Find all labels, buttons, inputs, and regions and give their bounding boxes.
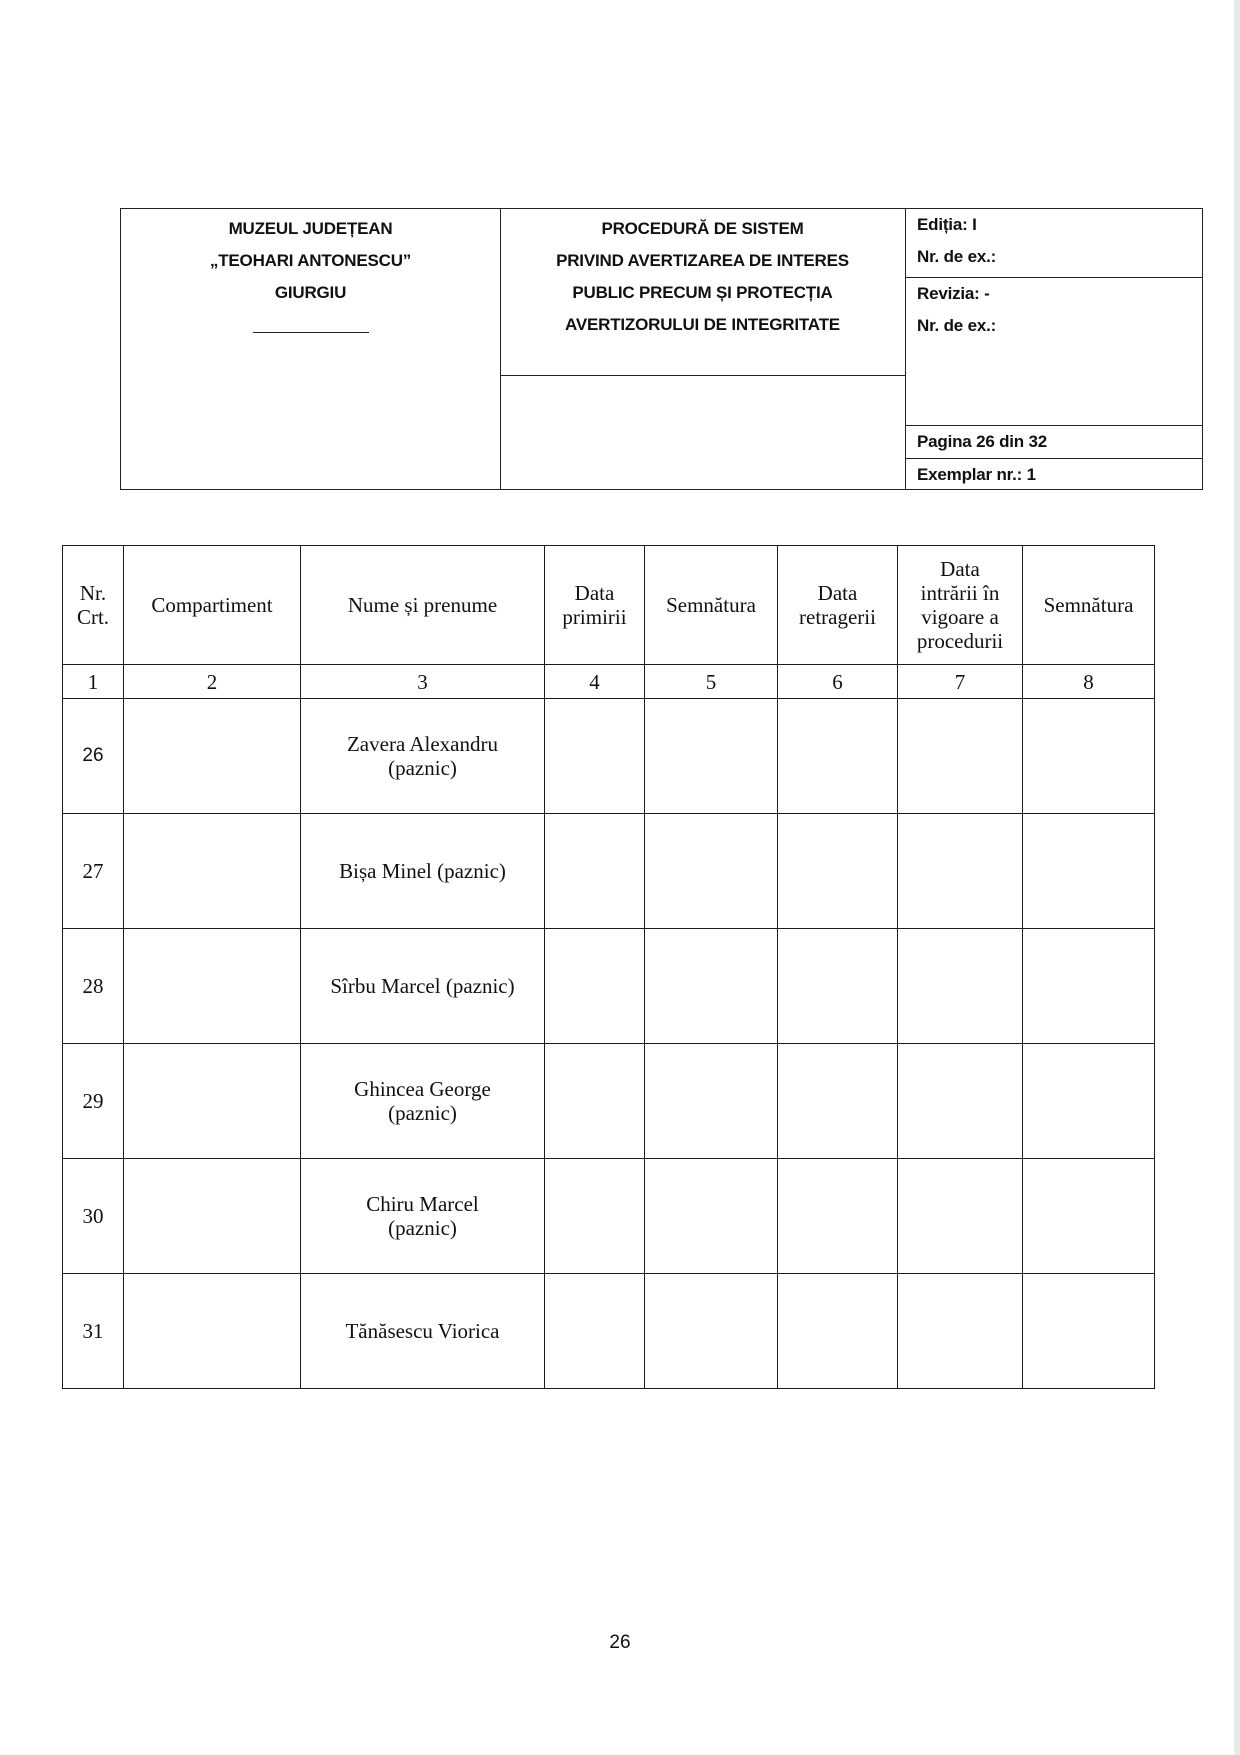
row-number: 28: [63, 929, 124, 1044]
signature-cell[interactable]: [645, 1274, 778, 1389]
signature-cell[interactable]: [1023, 929, 1155, 1044]
column-header: [645, 546, 778, 665]
column-header: [778, 546, 898, 665]
date-received-cell[interactable]: [545, 929, 645, 1044]
procedure-title-line: PRIVIND AVERTIZAREA DE INTERES: [556, 251, 849, 270]
name-line: Tănăsescu Viorica: [345, 1319, 500, 1343]
procedure-title-line: PUBLIC PRECUM ȘI PROTECȚIA: [572, 283, 833, 302]
column-header-line: Data: [574, 581, 615, 605]
column-number: 1: [63, 665, 124, 699]
column-header-line: procedurii: [916, 629, 1004, 653]
document-header: [120, 208, 1203, 490]
name-line: Zavera Alexandru: [346, 732, 498, 756]
column-header-line: Nume și prenume: [347, 593, 498, 617]
name-line: (paznic): [388, 1101, 457, 1125]
name-cell: [301, 814, 545, 929]
column-header: [898, 546, 1023, 665]
signature-cell[interactable]: [645, 1044, 778, 1159]
column-header-line: intrării în: [920, 581, 1000, 605]
institution-cell: [121, 209, 501, 489]
procedure-cell: [500, 209, 906, 489]
page-number: 26: [609, 1632, 631, 1653]
column-number: 5: [645, 665, 778, 699]
column-header-line: retragerii: [799, 605, 876, 629]
row-number: 26: [63, 699, 124, 814]
column-number-row: [63, 665, 1155, 699]
date-withdrawn-cell[interactable]: [778, 699, 898, 814]
column-number: 4: [545, 665, 645, 699]
table-row: [63, 1159, 1155, 1274]
effective-date-cell[interactable]: [898, 1274, 1023, 1389]
signature-cell[interactable]: [1023, 1159, 1155, 1274]
table-row: [63, 1274, 1155, 1389]
column-header-line: primirii: [562, 605, 627, 629]
signature-cell[interactable]: [645, 1159, 778, 1274]
table-row: [63, 1044, 1155, 1159]
signature-cell[interactable]: [1023, 814, 1155, 929]
revision-box: [905, 278, 1202, 426]
column-header: [1023, 546, 1155, 665]
effective-date-cell[interactable]: [898, 699, 1023, 814]
distribution-table: [62, 545, 1155, 1389]
institution-line: GIURGIU: [274, 283, 347, 302]
column-header-line: Semnătura: [666, 593, 756, 617]
column-header: [63, 546, 124, 665]
compartiment-cell[interactable]: [124, 1044, 301, 1159]
page-label: Pagina 26 din 32: [917, 432, 1048, 451]
edition-copies-label: Nr. de ex.:: [917, 247, 997, 266]
compartiment-cell[interactable]: [124, 929, 301, 1044]
table-row: [63, 929, 1155, 1044]
column-header: [545, 546, 645, 665]
signature-cell[interactable]: [1023, 1274, 1155, 1389]
row-number: 31: [63, 1274, 124, 1389]
row-number: 29: [63, 1044, 124, 1159]
date-withdrawn-cell[interactable]: [778, 814, 898, 929]
signature-cell[interactable]: [645, 814, 778, 929]
column-header-line: Crt.: [76, 605, 110, 629]
edition-label: Ediția: I: [917, 215, 977, 234]
procedure-title-line: PROCEDURĂ DE SISTEM: [601, 219, 804, 238]
column-number: 7: [898, 665, 1023, 699]
name-line: Bișa Minel (paznic): [339, 859, 506, 883]
signature-cell[interactable]: [1023, 1044, 1155, 1159]
signature-cell[interactable]: [645, 929, 778, 1044]
column-number: 2: [124, 665, 301, 699]
name-line: Sîrbu Marcel (paznic): [330, 974, 515, 998]
revision-copies-label: Nr. de ex.:: [917, 316, 997, 335]
page-box: [905, 426, 1202, 459]
column-number: 8: [1023, 665, 1155, 699]
date-received-cell[interactable]: [545, 1274, 645, 1389]
compartiment-cell[interactable]: [124, 1159, 301, 1274]
column-header-line: Semnătura: [1043, 593, 1134, 617]
date-received-cell[interactable]: [545, 1044, 645, 1159]
column-header-line: Nr.: [79, 581, 107, 605]
procedure-title-line: AVERTIZORULUI DE INTEGRITATE: [565, 315, 840, 334]
effective-date-cell[interactable]: [898, 929, 1023, 1044]
date-withdrawn-cell[interactable]: [778, 1274, 898, 1389]
name-cell: [301, 1274, 545, 1389]
copy-label: Exemplar nr.: 1: [917, 465, 1036, 484]
table-row: [63, 699, 1155, 814]
name-line: Chiru Marcel: [366, 1192, 479, 1216]
effective-date-cell[interactable]: [898, 814, 1023, 929]
column-header-line: Data: [940, 557, 980, 581]
column-header: [124, 546, 301, 665]
scan-edge-strip: [1234, 0, 1240, 1755]
column-number: 6: [778, 665, 898, 699]
date-received-cell[interactable]: [545, 699, 645, 814]
date-withdrawn-cell[interactable]: [778, 1044, 898, 1159]
effective-date-cell[interactable]: [898, 1159, 1023, 1274]
copy-box: [905, 459, 1202, 489]
document-meta-cell: [905, 209, 1202, 489]
procedure-title-box: [500, 209, 905, 376]
name-line: (paznic): [388, 756, 457, 780]
name-cell: [301, 1044, 545, 1159]
date-withdrawn-cell[interactable]: [778, 1159, 898, 1274]
signature-cell[interactable]: [645, 699, 778, 814]
signature-cell[interactable]: [1023, 699, 1155, 814]
name-line: Ghincea George: [354, 1077, 491, 1101]
column-number: 3: [301, 665, 545, 699]
underline-rule: [253, 332, 369, 333]
institution-line: MUZEUL JUDEȚEAN: [228, 219, 393, 238]
date-received-cell[interactable]: [545, 1159, 645, 1274]
column-header: [301, 546, 545, 665]
row-number: 27: [63, 814, 124, 929]
table-header-row: [63, 546, 1155, 665]
revision-label: Revizia: -: [917, 284, 990, 303]
name-cell: [301, 929, 545, 1044]
date-withdrawn-cell[interactable]: [778, 929, 898, 1044]
date-received-cell[interactable]: [545, 814, 645, 929]
institution-line: „TEOHARI ANTONESCU”: [209, 251, 412, 270]
column-header-line: vigoare a: [921, 605, 999, 629]
effective-date-cell[interactable]: [898, 1044, 1023, 1159]
compartiment-cell[interactable]: [124, 1274, 301, 1389]
compartiment-cell[interactable]: [124, 814, 301, 929]
compartiment-cell[interactable]: [124, 699, 301, 814]
column-header-line: Data: [817, 581, 858, 605]
name-cell: [301, 699, 545, 814]
name-line: (paznic): [388, 1216, 457, 1240]
row-number: 30: [63, 1159, 124, 1274]
table-row: [63, 814, 1155, 929]
name-cell: [301, 1159, 545, 1274]
column-header-line: Compartiment: [151, 593, 273, 617]
edition-box: [905, 209, 1202, 278]
